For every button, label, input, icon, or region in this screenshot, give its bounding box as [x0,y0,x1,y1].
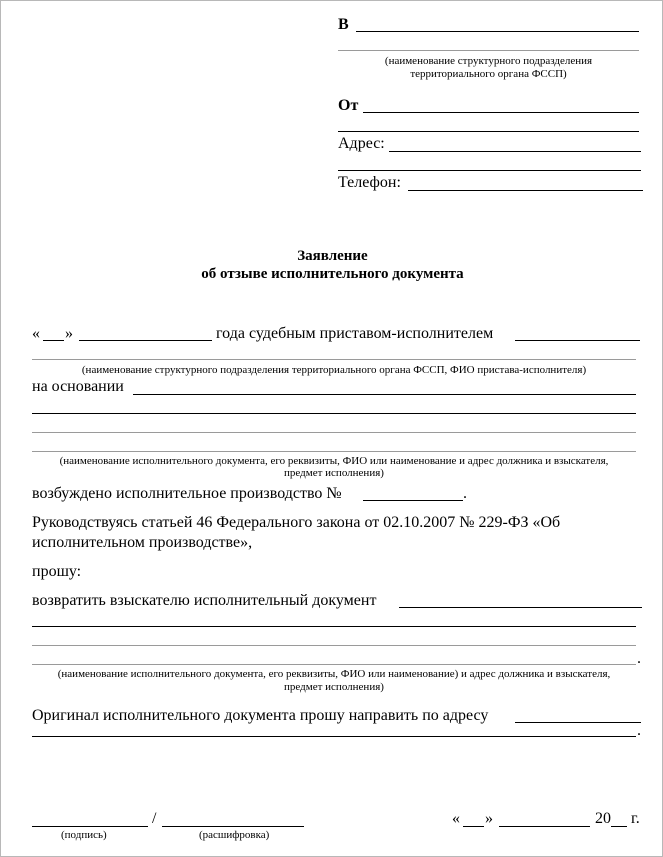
to-field-line[interactable] [356,31,639,32]
date-close-quote: » [65,325,73,342]
from-field-line[interactable] [363,112,639,113]
request-label: прошу: [32,563,82,580]
sign-year-field[interactable] [611,826,627,827]
doc1-caption-line2: предмет исполнения) [284,467,384,479]
basis-field-line-4[interactable] [32,451,636,452]
return-field-line-4[interactable] [32,664,636,665]
original-address-field[interactable] [515,722,641,723]
to-caption-line2: территориального органа ФССП) [410,68,567,80]
doc2-caption-line1: (наименование исполнительного документа, его реквизиты, ФИО или наименование) и адрес должника и взыскателя, [57,668,611,680]
date-open-quote: « [32,325,40,342]
case-number-field[interactable] [363,500,463,501]
from-field-line-2[interactable] [338,131,639,132]
signature-slash: / [152,810,157,827]
sign-date-month-field[interactable] [499,826,590,827]
basis-field[interactable] [133,394,636,395]
basis-field-line-3[interactable] [32,432,636,433]
address-field-line[interactable] [389,151,641,152]
original-text: Оригинал исполнительного документа прошу направить по адресу [32,707,489,724]
signature-caption: (подпись) [61,829,107,841]
to-field-line-2[interactable] [338,50,639,51]
date-day-field[interactable] [43,340,64,341]
address-label: Адрес: [338,135,385,152]
date-month-year-field[interactable] [79,340,212,341]
decoding-caption: (расшифровка) [199,829,270,841]
doc2-caption-line2: предмет исполнения) [284,681,384,693]
guided-line1: Руководствуясь статьей 46 Федерального закона от 02.10.2007 № 229-ФЗ «Об [32,514,561,531]
phone-label: Телефон: [338,174,401,191]
sign-year-suffix: г. [631,810,640,827]
basis-label: на основании [32,378,124,395]
guided-line2: исполнительном производстве», [32,534,253,551]
basis-field-line-2[interactable] [32,413,636,414]
sign-date-open-quote: « [452,810,460,827]
initiated-end: . [463,485,467,502]
original-end-dot: . [637,722,641,739]
document-title: Заявление [297,248,368,264]
initiated-text: возбуждено исполнительное производство № [32,485,342,502]
return-text: возвратить взыскателю исполнительный документ [32,592,377,609]
address-field-line-2[interactable] [338,170,641,171]
sign-year-prefix: 20 [595,810,611,827]
return-end-dot: . [637,650,641,667]
doc1-caption-line1: (наименование исполнительного документа, его реквизиты, ФИО или наименование и адрес должника и взыскателя, [59,455,609,467]
document-subtitle: об отзыве исполнительного документа [201,266,464,282]
officer-caption: (наименование структурного подразделения территориального органа ФССП, ФИО пристава-исполнителя) [81,364,587,376]
return-field-line-3[interactable] [32,645,636,646]
signature-field[interactable] [32,826,148,827]
sign-date-day-field[interactable] [463,826,484,827]
sign-date-close-quote: » [485,810,493,827]
phone-field-line[interactable] [408,190,643,191]
decoding-field[interactable] [162,826,304,827]
return-field[interactable] [399,607,642,608]
date-tail-text: года судебным приставом-исполнителем [216,325,494,342]
bailiff-field[interactable] [515,340,640,341]
to-caption-line1: (наименование структурного подразделения [384,55,593,67]
to-label: В [338,16,349,33]
from-label: От [338,97,359,114]
original-address-line-2[interactable] [32,736,636,737]
bailiff-field-line-2[interactable] [32,359,636,360]
return-field-line-2[interactable] [32,626,636,627]
